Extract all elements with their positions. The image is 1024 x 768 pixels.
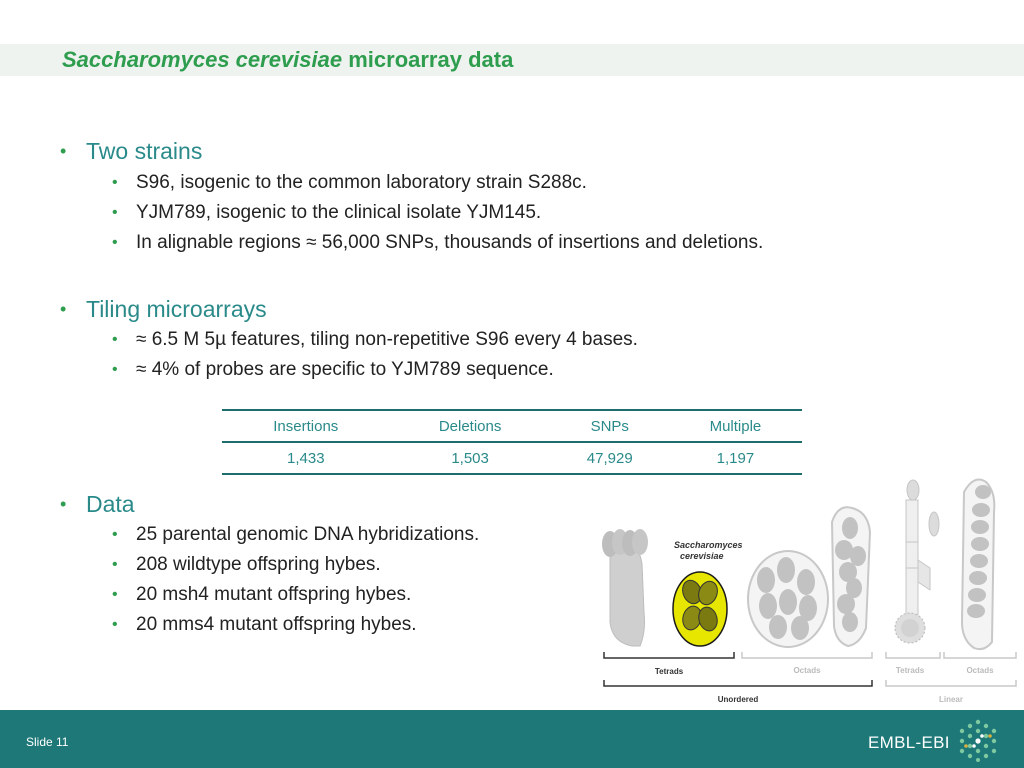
bullet-icon: • xyxy=(112,616,118,633)
bullet-icon: • xyxy=(112,331,118,348)
figure-label-tetrads-linear: Tetrads xyxy=(895,666,925,675)
figure-group-label-linear: Linear xyxy=(938,695,964,704)
section-heading-label: Two strains xyxy=(86,138,203,164)
figure-group-label-unordered: Unordered xyxy=(717,695,759,704)
linear-octad-ascus-image xyxy=(962,480,994,650)
table-cell: 1,197 xyxy=(716,449,755,467)
bullet-icon: • xyxy=(60,494,67,514)
figure-label-tetrads-unordered: Tetrads xyxy=(654,667,684,676)
list-item-text: 20 msh4 mutant offspring hybes. xyxy=(136,584,412,605)
bullet-icon: • xyxy=(60,141,67,161)
bullet-icon: • xyxy=(112,234,118,251)
bullet-icon: • xyxy=(112,174,118,191)
figure-species-label-line2: cerevisiae xyxy=(680,551,724,561)
variant-count-table xyxy=(222,409,802,475)
bullet-icon: • xyxy=(112,204,118,221)
list-item-text: 20 mms4 mutant offspring hybes. xyxy=(136,614,417,635)
ascus-types-figure xyxy=(596,472,1024,712)
list-item-text: S96, isogenic to the common laboratory strain S288c. xyxy=(136,172,587,193)
list-item-text: ≈ 6.5 M 5µ features, tiling non-repetitive S96 every 4 bases. xyxy=(136,329,638,350)
figure-label-octads-linear: Octads xyxy=(966,666,994,675)
yeast-tetrad-ascus-image xyxy=(673,540,743,646)
bullet-icon: • xyxy=(112,526,118,543)
elongated-octad-ascus-image xyxy=(832,507,870,646)
bullet-icon: • xyxy=(60,299,67,319)
table-cell: 1,503 xyxy=(451,449,489,467)
unordered-tetrad-ascus-image xyxy=(602,529,648,646)
list-item-text: In alignable regions ≈ 56,000 SNPs, thousands of insertions and deletions. xyxy=(136,232,764,253)
table-header-row xyxy=(222,410,802,442)
linear-tetrad-ascus-image xyxy=(895,480,939,643)
bullet-icon: • xyxy=(112,361,118,378)
bullet-icon: • xyxy=(112,586,118,603)
figure-species-label-line1: Saccharomyces xyxy=(674,540,743,550)
list-item-text: 208 wildtype offspring hybes. xyxy=(136,554,381,575)
list-item-text: 25 parental genomic DNA hybridizations. xyxy=(136,524,480,545)
unordered-octad-ascus-image xyxy=(748,551,828,647)
list-item-text: ≈ 4% of probes are specific to YJM789 sequence. xyxy=(136,359,554,380)
figure-label-octads-unordered: Octads xyxy=(793,666,821,675)
bullet-icon: • xyxy=(112,556,118,573)
slide-number: Slide 11 xyxy=(26,735,69,749)
slide-title-italic: Saccharomyces cerevisiae xyxy=(62,47,343,72)
slide-title-rest: microarray data xyxy=(342,47,514,72)
table-cell: 1,433 xyxy=(287,449,325,467)
list-item-text: YJM789, isogenic to the clinical isolate YJM145. xyxy=(136,202,542,223)
brand-name: EMBL-EBI xyxy=(868,733,950,752)
table-header-cell: Multiple xyxy=(709,417,762,435)
table-header-cell: Insertions xyxy=(273,417,339,435)
embl-ebi-logo-icon xyxy=(956,718,1000,762)
section-heading-label: Data xyxy=(86,491,135,517)
table-cell: 47,929 xyxy=(586,449,633,467)
table-row xyxy=(222,442,802,474)
table-header-cell: Deletions xyxy=(438,417,502,435)
table-header-cell: SNPs xyxy=(590,417,629,435)
section-heading-label: Tiling microarrays xyxy=(86,296,267,322)
